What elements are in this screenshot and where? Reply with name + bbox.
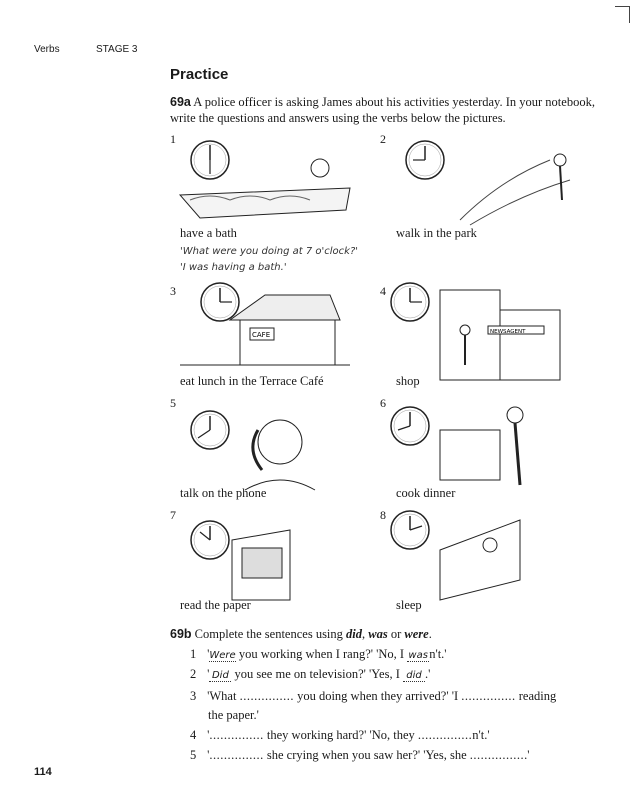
- sentence-text: she crying when you saw her?' 'Yes, she: [263, 748, 470, 762]
- picture-5-number: 5: [170, 396, 176, 410]
- picture-7-paper: [191, 521, 290, 600]
- picture-4-number: 4: [380, 284, 386, 298]
- picture-3-caption: eat lunch in the Terrace Café: [180, 374, 324, 388]
- example-answer: 'I was having a bath.': [180, 262, 287, 273]
- picture-6-caption: cook dinner: [396, 486, 456, 500]
- exercise-69b-label: 69b: [170, 627, 192, 641]
- separator-2: or: [387, 627, 405, 641]
- picture-6-cook: [391, 407, 523, 485]
- page-title: Practice: [170, 66, 229, 83]
- picture-4-caption: shop: [396, 374, 420, 388]
- sentence-number: 4: [190, 728, 197, 742]
- picture-3-cafe: [180, 283, 350, 365]
- exercise-69a-text: A police officer is asking James about his activities yesterday. In your notebook, write the questions and answers using the verbs below the pictures.: [170, 95, 595, 125]
- header-section: Verbs: [34, 44, 60, 55]
- picture-8-caption: sleep: [396, 598, 422, 612]
- blank[interactable]: ...............: [469, 748, 525, 762]
- sentence-2: [190, 667, 430, 682]
- picture-2-number: 2: [380, 132, 386, 146]
- cafe-sign: CAFE: [252, 331, 271, 339]
- sentence-number: 5: [190, 748, 197, 762]
- picture-8-sleep: [391, 511, 520, 600]
- sentence-number: 1: [190, 647, 197, 661]
- sentence-text: you working when I rang?' 'No, I: [235, 647, 408, 661]
- newsagent-sign: NEWSAGENT: [490, 329, 526, 335]
- sentence-3: [190, 689, 556, 704]
- example-question: 'What were you doing at 7 o'clock?': [180, 246, 359, 257]
- sentence-text: .': [425, 667, 431, 681]
- blank-filled[interactable]: was: [408, 650, 428, 661]
- picture-6-number: 6: [380, 396, 386, 410]
- picture-2-park: [406, 141, 570, 225]
- exercise-69a-instruction: [170, 94, 610, 126]
- picture-5-caption: talk on the phone: [180, 486, 267, 500]
- blank[interactable]: ...............: [461, 689, 516, 703]
- sentence-text: reading: [515, 689, 557, 703]
- sentence-number: 2: [190, 667, 197, 681]
- separator-1: ,: [362, 627, 369, 641]
- sentence-text: 'What: [207, 689, 240, 703]
- instruction-text: Complete the sentences using: [194, 627, 347, 641]
- instruction-end: .: [428, 627, 432, 641]
- sentence-number: 3: [190, 689, 197, 703]
- picture-7-number: 7: [170, 508, 176, 522]
- sentence-text: n't.': [472, 728, 490, 742]
- header-stage: STAGE 3: [96, 44, 138, 55]
- picture-3-number: 3: [170, 284, 176, 298]
- sentence-text: they working hard?' 'No, they: [263, 728, 418, 742]
- picture-1-bath: [180, 141, 350, 218]
- sentence-text: ': [207, 647, 210, 661]
- page-corner-rule: [615, 6, 630, 23]
- sentence-3-continued: the paper.': [208, 708, 259, 722]
- keyword-were: were: [404, 627, 429, 641]
- picture-8-number: 8: [380, 508, 386, 522]
- blank-filled[interactable]: Were: [209, 650, 236, 661]
- blank-filled[interactable]: did: [403, 670, 425, 682]
- sentence-text: you see me on television?' 'Yes, I: [231, 667, 404, 681]
- picture-1-number: 1: [170, 132, 176, 146]
- sentence-text: ': [207, 667, 210, 681]
- picture-2-caption: walk in the park: [396, 226, 477, 240]
- exercise-69a-label: 69a: [170, 95, 191, 109]
- sentence-text: n't.': [429, 647, 447, 661]
- picture-5-phone: [191, 411, 315, 490]
- sentence-text: ': [207, 728, 210, 742]
- blank-filled[interactable]: Did: [209, 670, 231, 682]
- sentence-4: [190, 728, 490, 743]
- picture-1-caption: have a bath: [180, 226, 237, 240]
- sentence-text: you doing when they arrived?' 'I: [293, 689, 462, 703]
- blank[interactable]: ...............: [417, 728, 473, 742]
- sentence-5: [190, 748, 530, 763]
- blank[interactable]: ...............: [209, 748, 264, 762]
- sentence-1: [190, 647, 447, 662]
- exercise-69b-instruction: [170, 627, 432, 642]
- blank[interactable]: ...............: [239, 689, 294, 703]
- picture-7-caption: read the paper: [180, 598, 251, 612]
- sentence-text: .': [524, 748, 530, 762]
- illustrations: [170, 130, 610, 610]
- blank[interactable]: ...............: [209, 728, 264, 742]
- keyword-was: was: [368, 627, 388, 641]
- picture-4-shop: [391, 283, 560, 380]
- sentence-text: ': [207, 748, 210, 762]
- keyword-did: did: [346, 627, 363, 641]
- page-number: 114: [34, 766, 52, 778]
